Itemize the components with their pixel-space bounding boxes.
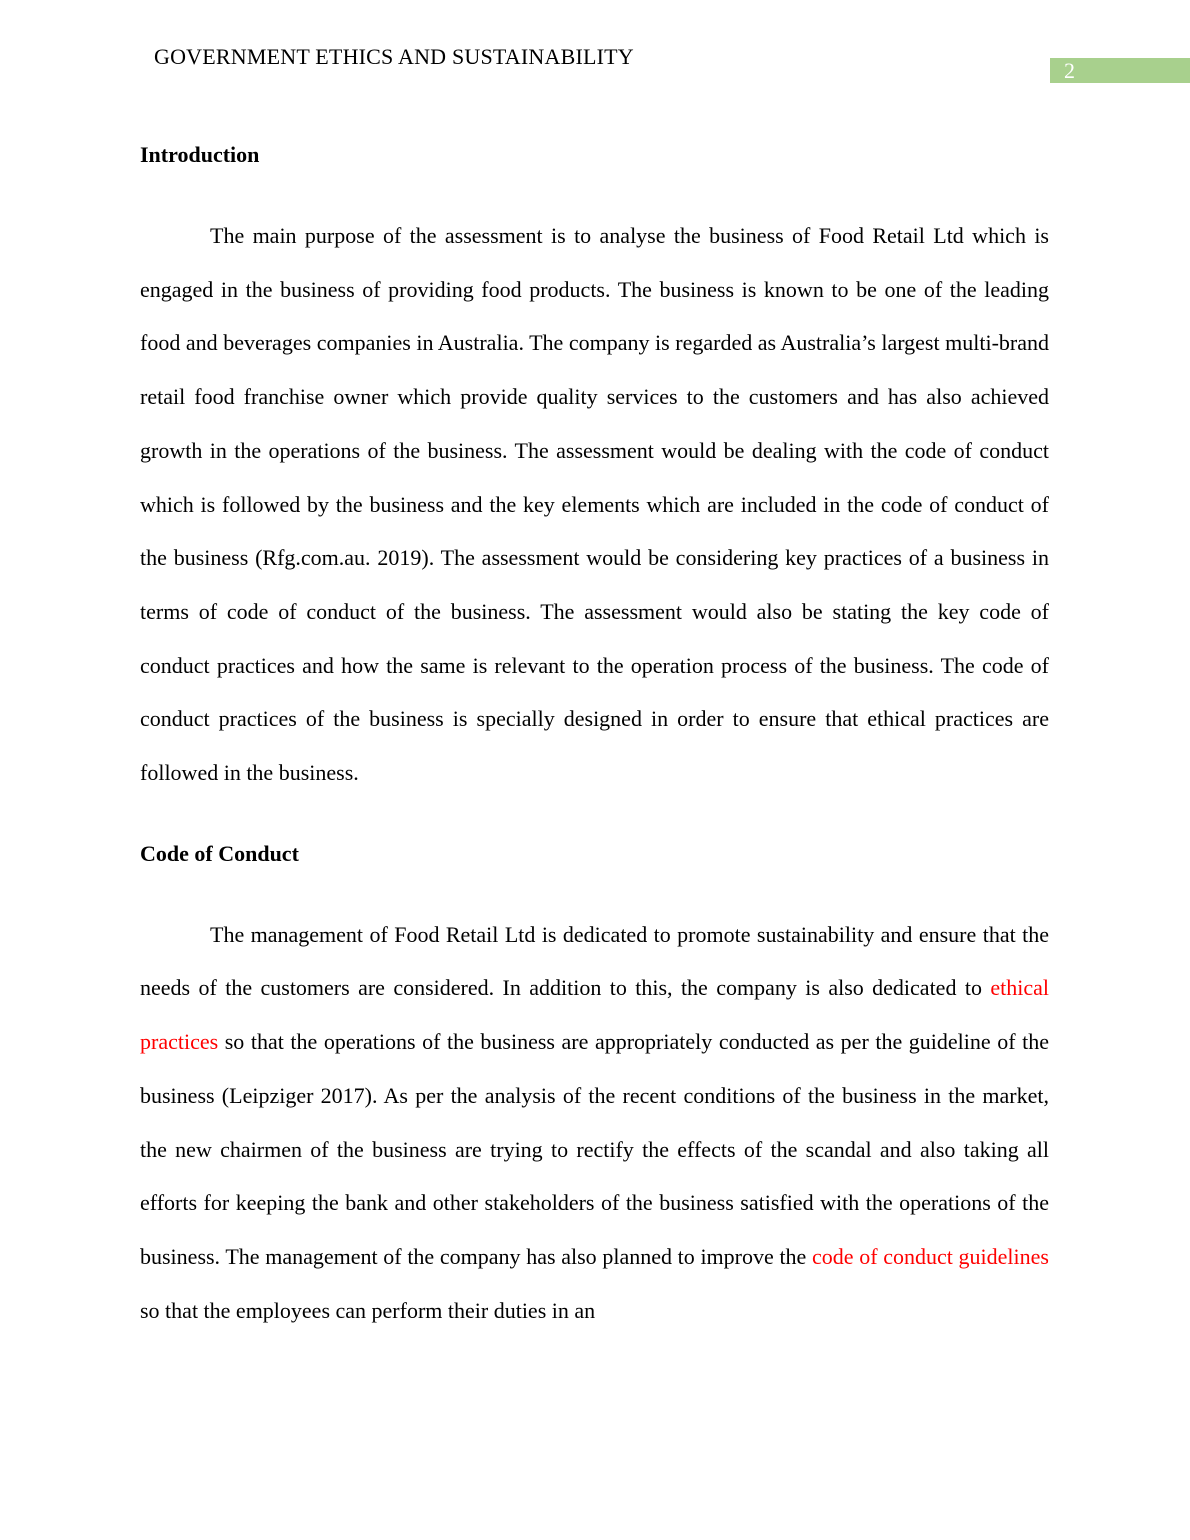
running-head: GOVERNMENT ETHICS AND SUSTAINABILITY [154,44,634,69]
highlighted-phrase-code-of-conduct-guidelines: code of conduct guidelines [812,1243,1049,1269]
page-number-box [1050,58,1190,83]
introduction-paragraph: The main purpose of the assessment is to analyse the business of Food Retail Ltd which is engaged in the business of providing food products. The business is known to be one of the leading food and beverages companies in Australia. The company is regarded as Australia’s largest multi-brand retail food franchise owner which provide quality services to the customers and has also achieved growth in the operations of the business. The assessment would be dealing with the code of conduct which is followed by the business and the key elements which are included in the code of conduct of the business (Rfg.com.au. 2019). The assessment would be considering key practices of a business in terms of code of conduct of the business. The assessment would also be stating the key code of conduct practices and how the same is relevant to the operation process of the business. The code of conduct practices of the business is specially designed in order to ensure that ethical practices are followed in the business. [140,223,1049,786]
document-body [140,128,1049,1337]
section-heading-code-of-conduct: Code of Conduct [140,840,299,866]
paragraph-text: so that the employees can perform their duties in an [140,1297,596,1323]
paragraph-text: The management of Food Retail Ltd is dedicated to promote sustainability and ensure that the needs of the customers are considered. In addition to this, the company is also dedicated to [140,921,1049,1001]
code-of-conduct-paragraph [140,908,1049,1338]
page-number: 2 [1064,58,1075,83]
highlighted-phrase-ethical-practices: ethical practices [140,975,1049,1055]
section-heading-introduction: Introduction [140,142,260,167]
paragraph-text: so that the operations of the business are appropriately conducted as per the guideline of the business (Leipziger 2017). As per the analysis of the recent conditions of the business in the market, the new chairmen of the business are trying to rectify the effects of the scandal and also taking all efforts for keeping the bank and other stakeholders of the business satisfied with the operations of the business. The management of the company has also planned to improve the [140,1029,1049,1269]
